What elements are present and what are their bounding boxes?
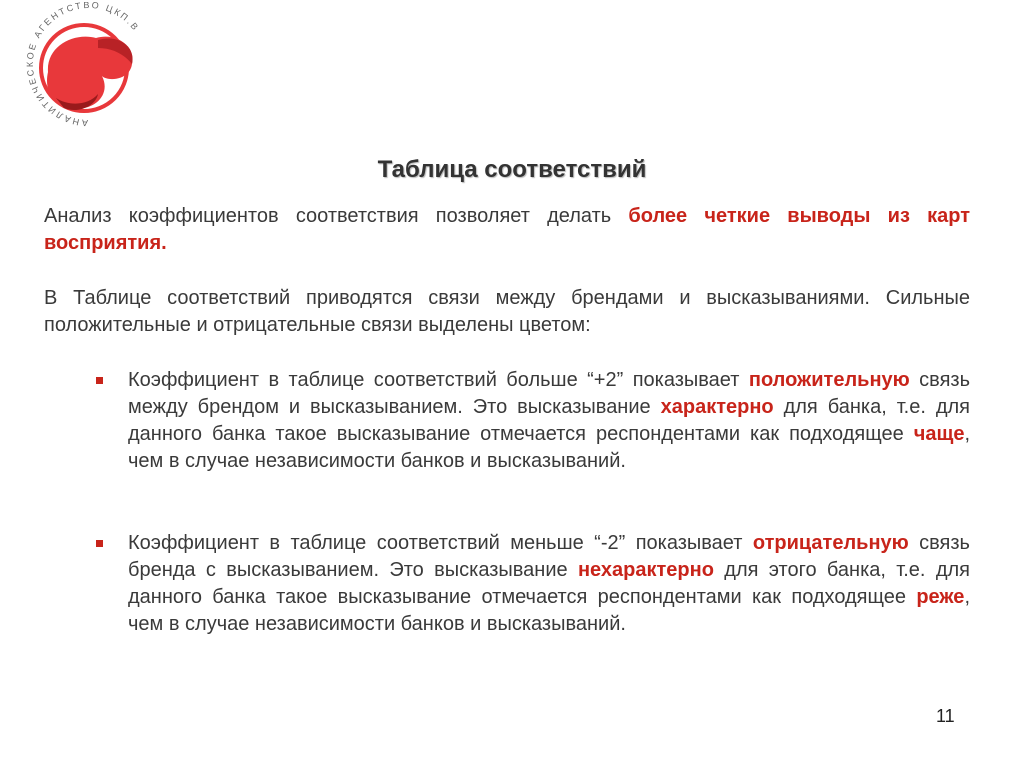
page-title: Таблица соответствий (377, 156, 647, 183)
bullet-square-icon (96, 540, 103, 547)
company-logo (8, 2, 168, 130)
bullet-negative-text-4: , чем в случае независимости банков и высказываний. (128, 586, 970, 635)
intro-highlight: более четкие выводы из карт восприятия. (44, 205, 970, 254)
logo-graphic (8, 2, 168, 130)
bullet-negative-highlight-3: реже (916, 586, 965, 608)
bullet-positive (128, 367, 970, 475)
bullet-negative-text-3: для этого банка, т.е. для данного банка такое высказывание отмечается респондентами как подходящее (128, 559, 970, 608)
intro-text: Анализ коэффициентов соответствия позволяет делать (44, 205, 629, 227)
bullet-positive-text-2: связь между брендом и высказыванием. Это высказывание (128, 369, 970, 418)
page-number: 11 (936, 706, 955, 726)
bullet-positive-highlight-3: чаще (913, 423, 965, 445)
bullet-positive-highlight-1: положительную (748, 369, 910, 391)
logo-ring-text: АНАЛИТИЧЕСКОЕ АГЕНТСТВО ЦКП.В (24, 2, 142, 129)
bullet-positive-text-3: для банка, т.е. для данного банка такое высказывание отмечается респондентами как подходящее (128, 396, 971, 445)
bullet-negative-highlight-1: отрицательную (752, 532, 909, 554)
relations-paragraph (44, 285, 970, 339)
bullet-positive-highlight-2: характерно (660, 396, 774, 418)
bullet-negative (128, 530, 970, 638)
bullet-square-icon (96, 377, 103, 384)
intro-paragraph (44, 203, 970, 257)
bullet-negative-highlight-2: нехарактерно (577, 559, 714, 581)
bullet-positive-text-1: Коэффициент в таблице соответствий больше “+2” показывает (128, 369, 749, 391)
relations-text: В Таблице соответствий приводятся связи между брендами и высказываниями. Сильные положительные и отрицательные связи выделены цветом: (44, 287, 970, 336)
bullet-negative-text-1: Коэффициент в таблице соответствий меньше “-2” показывает (128, 532, 753, 554)
bullet-negative-text-2: связь бренда с высказыванием. Это высказывание (128, 532, 970, 581)
bullet-positive-text-4: , чем в случае независимости банков и высказываний. (128, 423, 970, 472)
